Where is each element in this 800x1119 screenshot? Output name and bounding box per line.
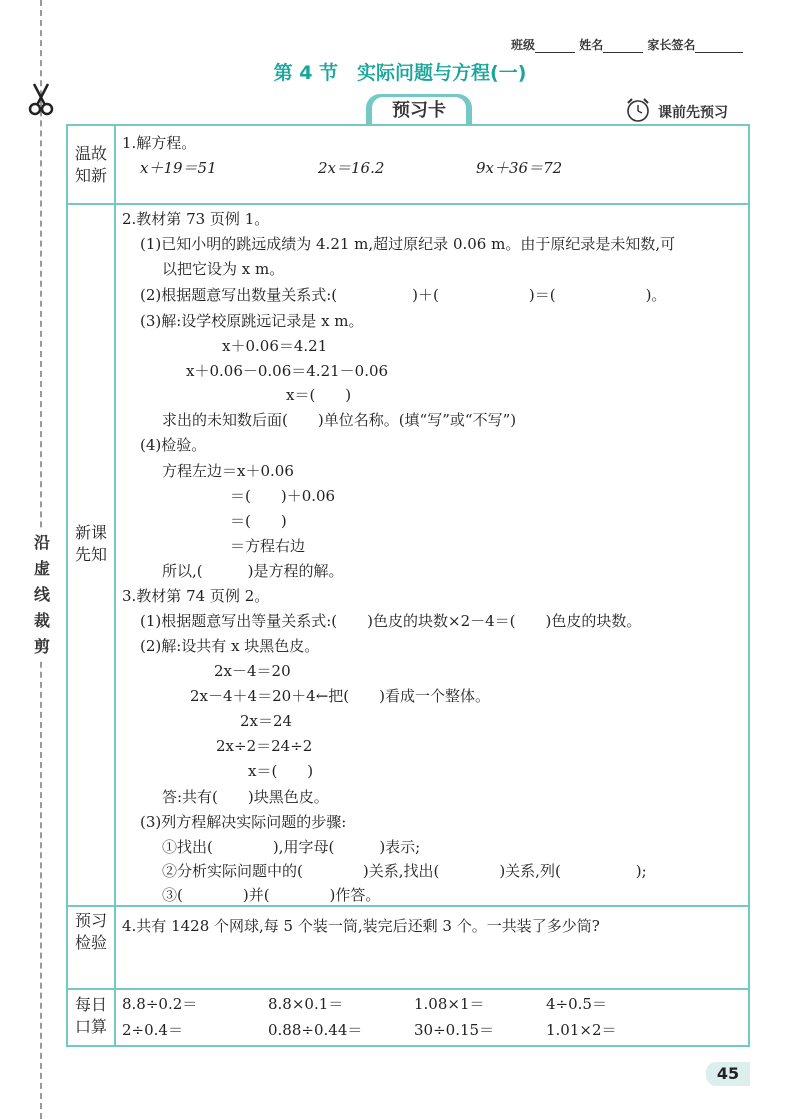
q3-part2: (2)解:设共有 x 块黑色皮。 — [140, 637, 320, 655]
q3-step2: 2x－4＋4＝20＋4←把( )看成一个整体。 — [190, 687, 490, 705]
q2-title: 2.教材第 73 页例 1。 — [122, 210, 270, 228]
header-fields — [511, 36, 743, 53]
q2-part4: (4)检验。 — [140, 436, 207, 454]
q4-text: 4.共有 1428 个网球,每 5 个装一筒,装完后还剩 3 个。一共装了多少筒? — [122, 917, 600, 935]
oral-item: 8.8÷0.2＝ — [122, 995, 198, 1013]
q3-step1: 2x－4＝20 — [214, 662, 291, 680]
scissors-icon — [28, 82, 54, 116]
q3-step-a: ①找出( ),用字母( )表示; — [162, 838, 421, 856]
check-step2: ＝( )＋0.06 — [230, 487, 336, 505]
table-column-divider — [114, 124, 116, 1047]
check-conclusion: 所以,( )是方程的解。 — [162, 562, 344, 580]
oral-item: 8.8×0.1＝ — [268, 995, 344, 1013]
q2-step3: x＝( ) — [286, 386, 352, 404]
card-label: 预习卡 — [372, 97, 466, 124]
new-lesson-label: 新课先知 — [74, 523, 107, 564]
equation-3: 9x＋36＝72 — [476, 159, 563, 177]
name-blank[interactable] — [603, 41, 643, 53]
class-label: 班级 — [511, 38, 536, 52]
parent-sign-blank[interactable] — [695, 41, 743, 53]
oral-item: 2÷0.4＝ — [122, 1021, 183, 1039]
cut-instruction: 沿虚线裁剪 — [32, 530, 52, 660]
section-title: 第 4 节 实际问题与方程(一) — [273, 62, 527, 84]
q2-step1: x＋0.06＝4.21 — [222, 337, 328, 355]
q3-title: 3.教材第 74 页例 2。 — [122, 587, 270, 605]
oral-item: 1.01×2＝ — [546, 1021, 617, 1039]
oral-item: 30÷0.15＝ — [414, 1021, 495, 1039]
q2-part2: (2)根据题意写出数量关系式:( )＋( )＝( )。 — [140, 286, 667, 304]
q3-step4: 2x÷2＝24÷2 — [216, 737, 313, 755]
parent-sign-label: 家长签名 — [647, 38, 696, 52]
oral-item: 0.88÷0.44＝ — [268, 1021, 363, 1039]
q3-step3: 2x＝24 — [240, 712, 293, 730]
q2-step2: x＋0.06－0.06＝4.21－0.06 — [186, 362, 389, 380]
check-step4: ＝方程右边 — [230, 537, 306, 555]
equation-1: x＋19＝51 — [140, 159, 217, 177]
page-number: 45 — [706, 1062, 750, 1086]
q2-part1-line2: 以把它设为 x m。 — [162, 260, 285, 278]
name-label: 姓名 — [579, 38, 604, 52]
oral-item: 1.08×1＝ — [414, 995, 485, 1013]
review-label: 温故知新 — [74, 144, 107, 185]
q1-title: 1.解方程。 — [122, 134, 197, 152]
q3-answer: 答:共有( )块黑色皮。 — [162, 788, 329, 806]
equation-2: 2x＝16.2 — [318, 159, 385, 177]
row-divider-2 — [66, 905, 750, 907]
q2-unit-note: 求出的未知数后面( )单位名称。(填“写”或“不写”) — [162, 411, 517, 429]
check-step1: 方程左边＝x＋0.06 — [162, 462, 294, 480]
oral-label: 每日口算 — [74, 995, 107, 1036]
check-step3: ＝( ) — [230, 512, 287, 530]
q3-part1: (1)根据题意写出等量关系式:( )色皮的块数×2－4＝( )色皮的块数。 — [140, 612, 642, 630]
q2-part1-line1: (1)已知小明的跳远成绩为 4.21 m,超过原纪录 0.06 m。由于原纪录是未知数,可 — [140, 235, 676, 253]
q3-step-c: ③( )并( )作答。 — [162, 886, 381, 904]
row-divider-3 — [66, 988, 750, 990]
q3-step5: x＝( ) — [248, 762, 314, 780]
q3-step-b: ②分析实际问题中的( )关系,找出( )关系,列( ); — [162, 862, 647, 880]
alarm-clock-icon — [624, 96, 652, 124]
check-label: 预习检验 — [74, 911, 107, 952]
preview-badge: 课前先预习 — [658, 105, 728, 121]
q3-part3: (3)列方程解决实际问题的步骤: — [140, 813, 347, 831]
class-blank[interactable] — [535, 41, 575, 53]
q2-part3: (3)解:设学校原跳远记录是 x m。 — [140, 312, 364, 330]
row-divider-1 — [66, 203, 750, 205]
oral-item: 4÷0.5＝ — [546, 995, 607, 1013]
